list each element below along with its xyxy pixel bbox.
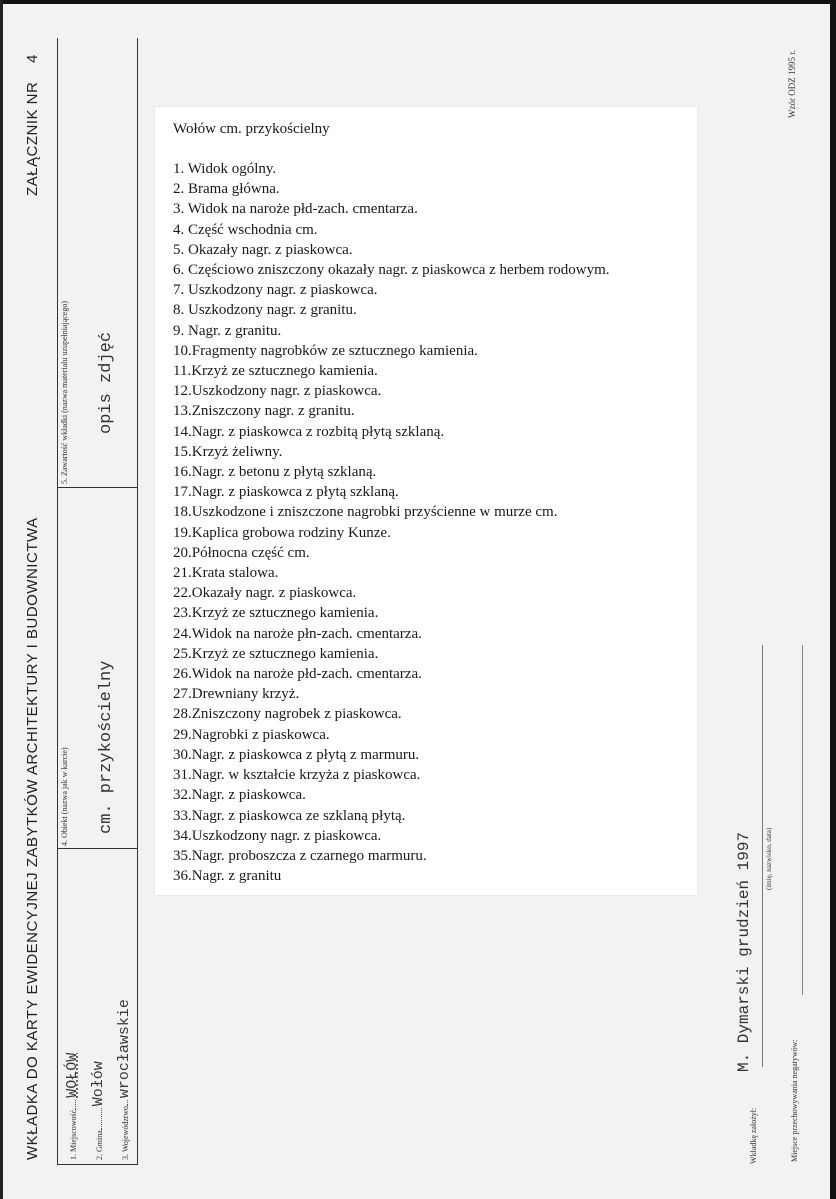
list-item: 13.Zniszczony nagr. z granitu. bbox=[173, 403, 355, 420]
commune-value: Wołów bbox=[90, 1061, 107, 1107]
province-value: wrocławskie bbox=[116, 999, 133, 1099]
list-item: 32.Nagr. z piaskowca. bbox=[173, 787, 306, 804]
template-note: Wzór ODZ 1995 r. bbox=[787, 50, 797, 118]
list-item: 11.Krzyż ze sztucznego kamienia. bbox=[173, 363, 378, 380]
scan-edge-left bbox=[0, 0, 3, 1199]
prepared-by-value: M. Dymarski grudzień 1997 bbox=[735, 831, 753, 1072]
list-item: 17.Nagr. z piaskowca z płytą szklaną. bbox=[173, 484, 399, 501]
object-value: cm. przykościelny bbox=[97, 660, 116, 834]
sheet-heading: Wołów cm. przykościelny bbox=[173, 121, 330, 137]
scan-edge-top bbox=[0, 0, 836, 4]
list-item: 25.Krzyż ze sztucznego kamienia. bbox=[173, 645, 379, 662]
photo-description-sheet bbox=[155, 107, 697, 895]
list-item: 12.Uszkodzony nagr. z piaskowca. bbox=[173, 383, 382, 400]
list-item: 28.Zniszczony nagrobek z piaskowca. bbox=[173, 706, 402, 723]
frame-left-line bbox=[57, 38, 58, 1165]
scan-edge-right bbox=[830, 0, 836, 1199]
form-title: WKŁADKA DO KARTY EWIDENCYJNEJ ZABYTKÓW ARCHITEKTURY I BUDOWNICTWA bbox=[24, 517, 41, 1160]
list-item: 7. Uszkodzony nagr. z piaskowca. bbox=[173, 282, 378, 299]
photo-list bbox=[173, 159, 610, 886]
frame-bottom-line bbox=[57, 1164, 138, 1165]
list-item: 35.Nagr. proboszcza z czarnego marmuru. bbox=[173, 847, 427, 864]
list-item: 20.Północna część cm. bbox=[173, 544, 310, 561]
list-item: 2. Brama główna. bbox=[173, 181, 280, 198]
province-field: 3. Województwo wrocławskie bbox=[116, 999, 133, 1160]
list-item: 5. Okazały nagr. z piaskowca. bbox=[173, 241, 353, 258]
list-item: 34.Uszkodzony nagr. z piaskowca. bbox=[173, 827, 382, 844]
list-item: 36.Nagr. z granitu bbox=[173, 868, 282, 885]
list-item: 15.Krzyż żeliwny. bbox=[173, 443, 283, 460]
list-item: 18.Uszkodzone i zniszczone nagrobki przyścienne w murze cm. bbox=[173, 504, 558, 521]
list-item: 30.Nagr. z piaskowca z płytą z marmuru. bbox=[173, 746, 420, 763]
object-label: 4. Obiekt (nazwa jak w karcie) bbox=[60, 747, 69, 846]
list-item: 26.Widok na naroże płd-zach. cmentarza. bbox=[173, 666, 422, 683]
frame-divider-4 bbox=[57, 848, 138, 849]
list-item: 8. Uszkodzony nagr. z granitu. bbox=[173, 302, 357, 319]
content-label: 5. Zawartość wkładki (nazwa materiału uzupełniającego) bbox=[60, 300, 69, 484]
list-item: 1. Widok ogólny. bbox=[173, 161, 277, 177]
list-item: 10.Fragmenty nagrobków ze sztucznego kamienia. bbox=[173, 342, 478, 359]
prepared-by-hint: (imię, nazwisko, data) bbox=[765, 827, 773, 890]
list-item: 19.Kaplica grobowa rodziny Kunze. bbox=[173, 524, 391, 541]
list-item: 23.Krzyż ze sztucznego kamienia. bbox=[173, 605, 379, 622]
locality-field: 1. Miejscowość WOŁÓW bbox=[64, 1052, 81, 1160]
commune-field: 2. Gmina Wołów bbox=[90, 1061, 107, 1160]
list-item: 29.Nagrobki z piaskowca. bbox=[173, 726, 330, 743]
content-value: opis zdjęć bbox=[97, 331, 116, 434]
negatives-dotted-line bbox=[802, 645, 803, 995]
list-item: 31.Nagr. w kształcie krzyża z piaskowca. bbox=[173, 767, 421, 784]
frame-right-line bbox=[137, 38, 138, 1165]
frame-divider-5 bbox=[57, 487, 138, 488]
attachment-label: ZAŁĄCZNIK NR 4 bbox=[24, 54, 41, 196]
list-item: 14.Nagr. z piaskowca z rozbitą płytą szklaną. bbox=[173, 423, 445, 440]
list-item: 3. Widok na naroże płd-zach. cmentarza. bbox=[173, 201, 418, 218]
list-item: 4. Część wschodnia cm. bbox=[173, 221, 318, 238]
list-item: 22.Okazały nagr. z piaskowca. bbox=[173, 585, 357, 602]
list-item: 16.Nagr. z betonu z płytą szklaną. bbox=[173, 464, 377, 481]
list-item: 21.Krata stalowa. bbox=[173, 565, 279, 582]
attachment-number: 4 bbox=[24, 54, 41, 63]
list-item: 6. Częściowo zniszczony okazały nagr. z piaskowca z herbem rodowym. bbox=[173, 262, 610, 279]
list-item: 33.Nagr. z piaskowca ze szklaną płytą. bbox=[173, 807, 406, 824]
list-item: 27.Drewniany krzyż. bbox=[173, 686, 300, 703]
negatives-label: Miejsce przechowywania negatywów: bbox=[790, 1039, 799, 1162]
list-item: 9. Nagr. z granitu. bbox=[173, 322, 282, 339]
prepared-by-dotted-line bbox=[762, 645, 763, 1067]
locality-value: WOŁÓW bbox=[64, 1052, 81, 1098]
list-item: 24.Widok na naroże płn-zach. cmentarza. bbox=[173, 625, 422, 642]
prepared-by-label: Wkładkę założył: bbox=[749, 1107, 758, 1164]
